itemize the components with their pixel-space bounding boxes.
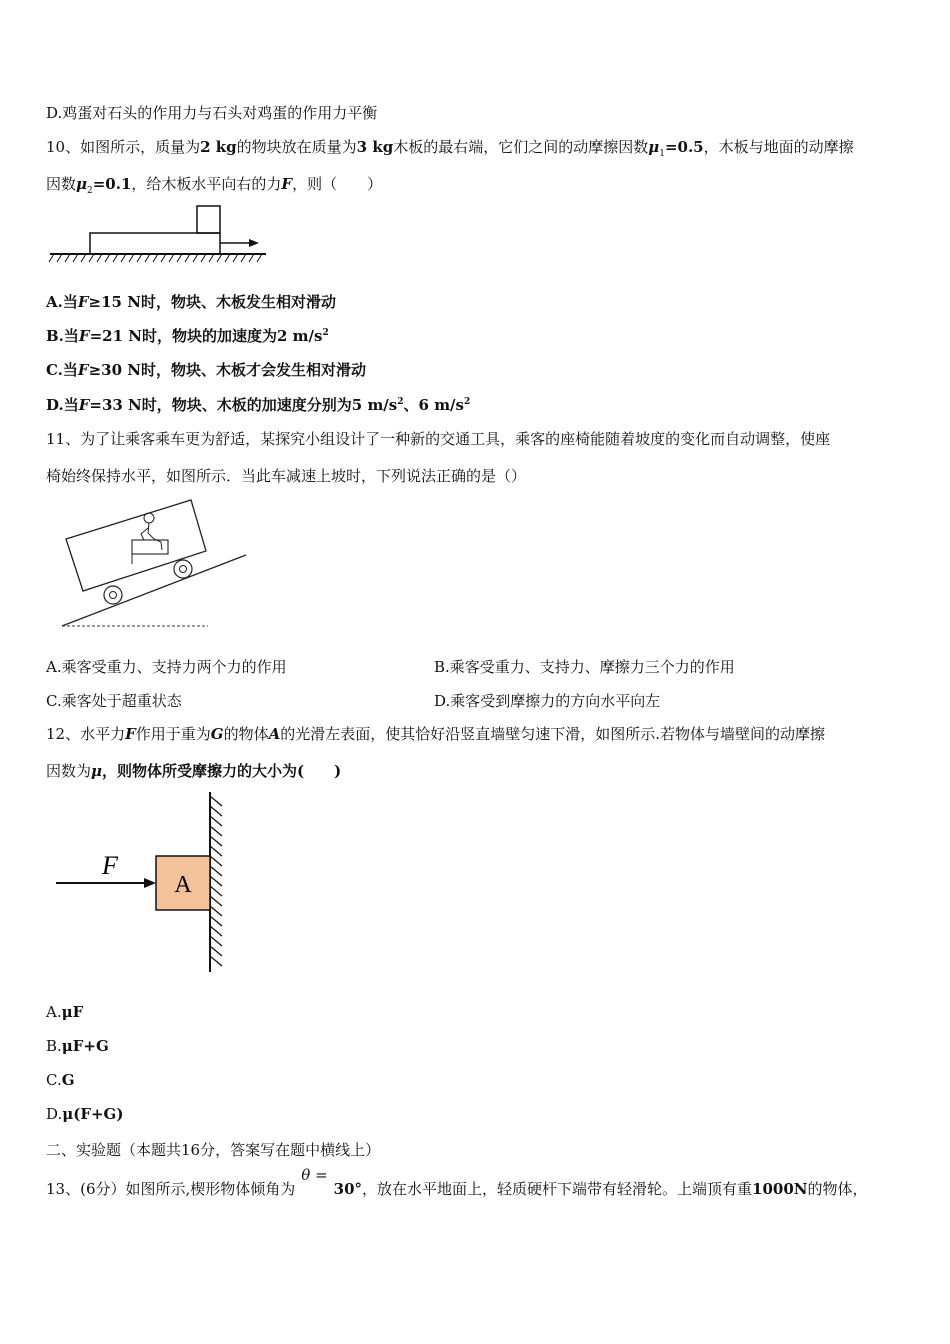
force-symbol: F (78, 396, 90, 414)
text: 13、(6分）如图所示,楔形物体倾角为 (46, 1180, 296, 1198)
text: ，则物体所受摩擦力的大小为( ) (102, 762, 342, 780)
mu-subscript: 2 (87, 186, 93, 196)
option-letter: B. (46, 1037, 62, 1055)
text: 当 (63, 396, 79, 414)
force-arrowhead (144, 878, 156, 888)
text: ，木板与地面的动摩擦 (703, 138, 854, 156)
mu-symbol: μ (91, 762, 102, 780)
q12-option-b (46, 1037, 109, 1055)
q10-option-d (46, 394, 470, 415)
mu-subscript: 1 (659, 149, 665, 159)
option-letter: C. (46, 361, 63, 379)
mass-1: 2 kg (200, 138, 237, 156)
text: 12、水平力 (46, 725, 126, 743)
force-symbol: F (281, 175, 293, 193)
slope-line (62, 555, 246, 626)
q12-option-a (46, 1003, 83, 1021)
ground-hatch (49, 254, 262, 262)
force-symbol: F (77, 293, 89, 311)
mu-symbol: μ (76, 175, 87, 193)
q10-option-a (46, 291, 336, 312)
q10-stem-line2 (46, 173, 382, 196)
acceleration-2: 6 m/s (418, 396, 464, 414)
q11-option-d: D.乘客受到摩擦力的方向水平向左 (434, 692, 661, 710)
exponent: 2 (322, 328, 329, 338)
q12-option-d (46, 1105, 123, 1123)
option-letter: D. (46, 1105, 63, 1123)
rear-wheel (104, 586, 122, 604)
theta-symbol: θ = (301, 1166, 328, 1184)
passenger-body (148, 523, 162, 550)
q11-figure (58, 498, 250, 632)
q12-figure (50, 790, 230, 976)
option-value: μF+G (61, 1037, 109, 1055)
front-wheel-hub (180, 566, 187, 573)
force-symbol: F (125, 725, 136, 743)
text: 当 (62, 293, 78, 311)
q12-stem-line1 (46, 723, 825, 744)
wall-hatch (210, 796, 222, 966)
option-value: μF (61, 1003, 84, 1021)
q11-option-a: A.乘客受重力、支持力两个力的作用 (46, 658, 287, 676)
text: 的光滑左表面，使其恰好沿竖直墙壁匀速下滑，如图所示.若物体与墙壁间的动摩擦 (280, 725, 826, 743)
text: ，则（ ） (292, 175, 383, 193)
option-value: μ(F+G) (62, 1105, 124, 1123)
text: 时，物块、木板发生相对滑动 (140, 293, 336, 311)
board (90, 233, 220, 254)
q11-stem-line2: 椅始终保持水平，如图所示．当此车减速上坡时，下列说法正确的是（） (46, 467, 527, 485)
q9-option-d: D.鸡蛋对石头的作用力与石头对鸡蛋的作用力平衡 (46, 104, 378, 122)
text: 因数 (46, 175, 77, 193)
option-value: G (61, 1071, 75, 1089)
text: 的物块放在质量为 (236, 138, 357, 156)
q10-stem-line1 (46, 136, 854, 159)
q10-option-b (46, 325, 329, 346)
separator: 、 (403, 396, 419, 414)
option-letter: C. (46, 1071, 62, 1089)
force-label: F (102, 851, 118, 880)
mu-symbol: μ (648, 138, 660, 156)
text: 时，物块的加速度为 (141, 327, 277, 345)
acceleration: 2 m/s (276, 327, 323, 345)
exponent: 2 (464, 397, 471, 407)
value: =21 N (89, 327, 142, 345)
angle-value: 30° (333, 1180, 363, 1198)
passenger-head (144, 513, 154, 523)
option-letter: A. (46, 1003, 62, 1021)
exponent: 2 (397, 397, 404, 407)
passenger-arm (141, 528, 148, 540)
weight-symbol: G (210, 725, 224, 743)
block-label: A (174, 872, 192, 898)
mu2-value: =0.1 (92, 175, 132, 193)
text: 的物体 (223, 725, 269, 743)
text: 时，物块、木板才会发生相对滑动 (140, 361, 366, 379)
option-letter: A. (46, 293, 63, 311)
text: 的物体， (807, 1180, 868, 1198)
value: ≥15 N (88, 293, 141, 311)
text: ，放在水平地面上，轻质硬杆下端带有轻滑轮。上端顶有重 (362, 1180, 753, 1198)
object-symbol: A (268, 725, 281, 743)
option-letter: B. (46, 327, 64, 345)
text: 时，物块、木板的加速度分别为 (141, 396, 352, 414)
force-symbol: F (77, 361, 89, 379)
text: 当 (62, 361, 78, 379)
force-arrowhead (249, 239, 259, 247)
mu1-value: =0.5 (664, 138, 704, 156)
mass-2: 3 kg (356, 138, 394, 156)
block (197, 206, 220, 233)
weight-value: 1000N (752, 1180, 808, 1198)
text: 木板的最右端，它们之间的动摩擦因数 (393, 138, 649, 156)
text: 因数为 (46, 762, 92, 780)
q10-figure (46, 200, 270, 270)
text: 当 (63, 327, 79, 345)
seat (132, 540, 168, 554)
q13-stem (46, 1166, 868, 1199)
text: ，给木板水平向右的力 (131, 175, 282, 193)
text: 作用于重为 (135, 725, 211, 743)
q11-option-c: C.乘客处于超重状态 (46, 692, 182, 710)
value: ≥30 N (88, 361, 141, 379)
q11-option-b: B.乘客受重力、支持力、摩擦力三个力的作用 (434, 658, 735, 676)
text: 10、如图所示，质量为 (46, 138, 201, 156)
q11-stem-line1: 11、为了让乘客乘车更为舒适，某探究小组设计了一种新的交通工具，乘客的座椅能随着坡度的变化而自动调整，使座 (46, 430, 831, 448)
q10-option-c (46, 359, 366, 380)
section-heading: 二、实验题（本题共16分，答案写在题中横线上） (46, 1141, 381, 1159)
front-wheel (174, 560, 192, 578)
value: =33 N (89, 396, 142, 414)
rear-wheel-hub (110, 592, 117, 599)
force-symbol: F (78, 327, 90, 345)
acceleration-1: 5 m/s (351, 396, 398, 414)
option-letter: D. (46, 396, 64, 414)
q12-option-c (46, 1071, 75, 1089)
q12-stem-line2 (46, 760, 341, 781)
